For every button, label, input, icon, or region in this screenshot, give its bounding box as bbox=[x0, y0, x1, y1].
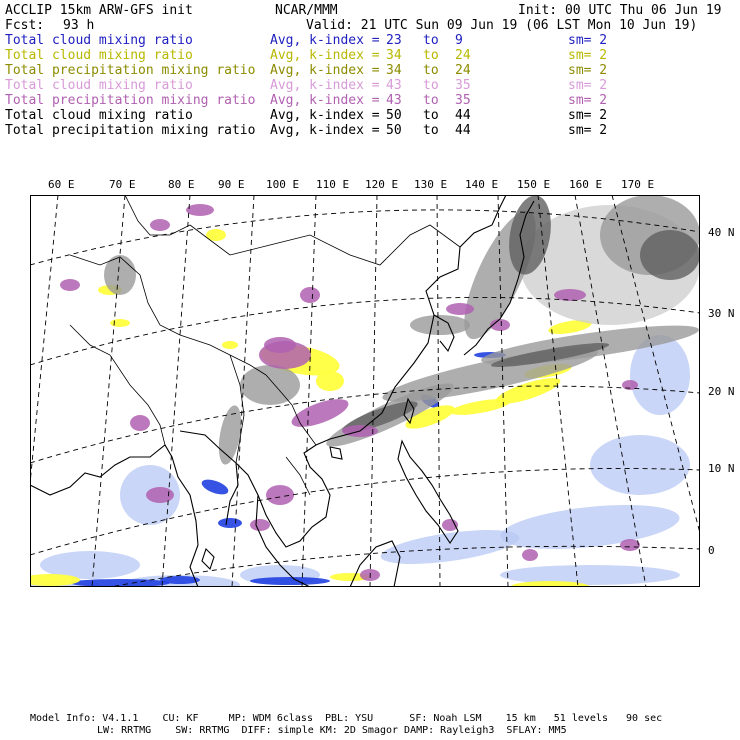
legend-row bbox=[5, 33, 735, 48]
precip-ratio-purple bbox=[522, 549, 538, 561]
longitude-label: 160 E bbox=[569, 178, 603, 191]
legend-k-end: 44 bbox=[455, 108, 471, 123]
precip-ratio-purple bbox=[264, 337, 296, 353]
legend-to: to bbox=[423, 93, 439, 108]
legend-field-name: Total precipitation mixing ratio bbox=[5, 123, 256, 138]
legend-k-end: 35 bbox=[455, 78, 471, 93]
cloud-ratio-yellow bbox=[110, 319, 130, 327]
longitude-label: 100 E bbox=[266, 178, 300, 191]
model-info-line2: LW: RRTMG SW: RRTMG DIFF: simple KM: 2D Smagor DAMP: Rayleigh3 SFLAY: MM5 bbox=[97, 725, 567, 736]
precip-ratio-purple bbox=[266, 485, 294, 505]
legend-k-end: 9 bbox=[455, 33, 463, 48]
cloud-ratio-blue bbox=[70, 579, 170, 587]
legend-row bbox=[5, 123, 735, 138]
latitude-label: 30 N bbox=[708, 307, 735, 320]
legend-avg-label: Avg, k-index = bbox=[270, 93, 380, 108]
init-time: Init: 00 UTC Thu 06 Jun 19 bbox=[518, 3, 722, 18]
cloud-ratio-yellow bbox=[316, 371, 344, 391]
legend-field-name: Total precipitation mixing ratio bbox=[5, 63, 256, 78]
legend-avg-label: Avg, k-index = bbox=[270, 48, 380, 63]
legend-smoothing: sm= 2 bbox=[568, 93, 608, 108]
longitude-label: 80 E bbox=[168, 178, 195, 191]
precip-ratio-purple bbox=[446, 303, 474, 315]
legend-smoothing: sm= 2 bbox=[568, 33, 608, 48]
valid-time: Valid: 21 UTC Sun 09 Jun 19 (06 LST Mon 10 Jun 19) bbox=[306, 18, 698, 33]
legend-row bbox=[5, 48, 735, 63]
legend-field-name: Total cloud mixing ratio bbox=[5, 108, 193, 123]
cloud-ratio-blue bbox=[250, 577, 330, 585]
legend-k-end: 35 bbox=[455, 93, 471, 108]
legend-smoothing: sm= 2 bbox=[568, 48, 608, 63]
legend-avg-label: Avg, k-index = bbox=[270, 63, 380, 78]
legend-k-start: 34 bbox=[386, 48, 402, 63]
plot-title: ACCLIP 15km ARW-GFS init bbox=[5, 3, 193, 18]
legend-field-name: Total cloud mixing ratio bbox=[5, 33, 193, 48]
legend-smoothing: sm= 2 bbox=[568, 123, 608, 138]
legend-to: to bbox=[423, 108, 439, 123]
legend-k-start: 50 bbox=[386, 123, 402, 138]
map-panel bbox=[30, 195, 700, 587]
legend-row bbox=[5, 108, 735, 123]
cloud-shading-gray bbox=[104, 255, 136, 295]
longitude-label: 140 E bbox=[465, 178, 499, 191]
legend-k-start: 34 bbox=[386, 63, 402, 78]
legend-smoothing: sm= 2 bbox=[568, 63, 608, 78]
forecast-hour: 93 h bbox=[63, 18, 95, 33]
legend-k-end: 24 bbox=[455, 48, 471, 63]
latitude-label: 10 N bbox=[708, 462, 735, 475]
map-canvas bbox=[30, 195, 700, 587]
longitude-label: 60 E bbox=[48, 178, 75, 191]
precip-ratio-purple bbox=[60, 279, 80, 291]
legend-to: to bbox=[423, 78, 439, 93]
legend-to: to bbox=[423, 48, 439, 63]
latitude-label: 0 bbox=[708, 544, 715, 557]
forecast-label: Fcst: bbox=[5, 18, 45, 33]
legend-to: to bbox=[423, 63, 439, 78]
latitude-label: 40 N bbox=[708, 226, 735, 239]
legend-k-end: 44 bbox=[455, 123, 471, 138]
legend-k-start: 43 bbox=[386, 93, 402, 108]
longitude-label: 90 E bbox=[218, 178, 245, 191]
legend-avg-label: Avg, k-index = bbox=[270, 108, 380, 123]
precip-ratio-purple bbox=[620, 539, 640, 551]
legend-field-name: Total precipitation mixing ratio bbox=[5, 93, 256, 108]
longitude-label: 130 E bbox=[414, 178, 448, 191]
precip-ratio-purple bbox=[130, 415, 150, 431]
legend-row bbox=[5, 78, 735, 93]
legend-k-start: 23 bbox=[386, 33, 402, 48]
legend-avg-label: Avg, k-index = bbox=[270, 123, 380, 138]
legend-k-end: 24 bbox=[455, 63, 471, 78]
cloud-shading-gray bbox=[240, 365, 300, 405]
legend-avg-label: Avg, k-index = bbox=[270, 33, 380, 48]
legend-to: to bbox=[423, 33, 439, 48]
legend-row bbox=[5, 93, 735, 108]
legend-avg-label: Avg, k-index = bbox=[270, 78, 380, 93]
precip-ratio-purple bbox=[250, 519, 270, 531]
low-cloud-area bbox=[500, 565, 680, 585]
precip-ratio-purple bbox=[186, 204, 214, 216]
longitude-label: 150 E bbox=[517, 178, 551, 191]
legend-k-start: 43 bbox=[386, 78, 402, 93]
legend-to: to bbox=[423, 123, 439, 138]
latitude-label: 20 N bbox=[708, 385, 735, 398]
cloud-ratio-yellow bbox=[222, 341, 238, 349]
cloud-ratio-blue bbox=[218, 518, 242, 528]
cloud-shading-gray bbox=[640, 230, 700, 280]
precip-ratio-purple bbox=[146, 487, 174, 503]
legend-field-name: Total cloud mixing ratio bbox=[5, 48, 193, 63]
legend-smoothing: sm= 2 bbox=[568, 78, 608, 93]
legend-row bbox=[5, 63, 735, 78]
legend-k-start: 50 bbox=[386, 108, 402, 123]
center-label: NCAR/MMM bbox=[275, 3, 338, 18]
precip-ratio-purple bbox=[150, 219, 170, 231]
legend-field-name: Total cloud mixing ratio bbox=[5, 78, 193, 93]
longitude-label: 70 E bbox=[109, 178, 136, 191]
legend-smoothing: sm= 2 bbox=[568, 108, 608, 123]
model-info-line1: Model Info: V4.1.1 CU: KF MP: WDM 6class PBL: YSU SF: Noah LSM 15 km 51 levels 90 sec bbox=[30, 713, 663, 724]
longitude-label: 170 E bbox=[621, 178, 655, 191]
longitude-label: 120 E bbox=[365, 178, 399, 191]
longitude-label: 110 E bbox=[316, 178, 350, 191]
precip-ratio-purple bbox=[300, 287, 320, 303]
low-cloud-area bbox=[590, 435, 690, 495]
